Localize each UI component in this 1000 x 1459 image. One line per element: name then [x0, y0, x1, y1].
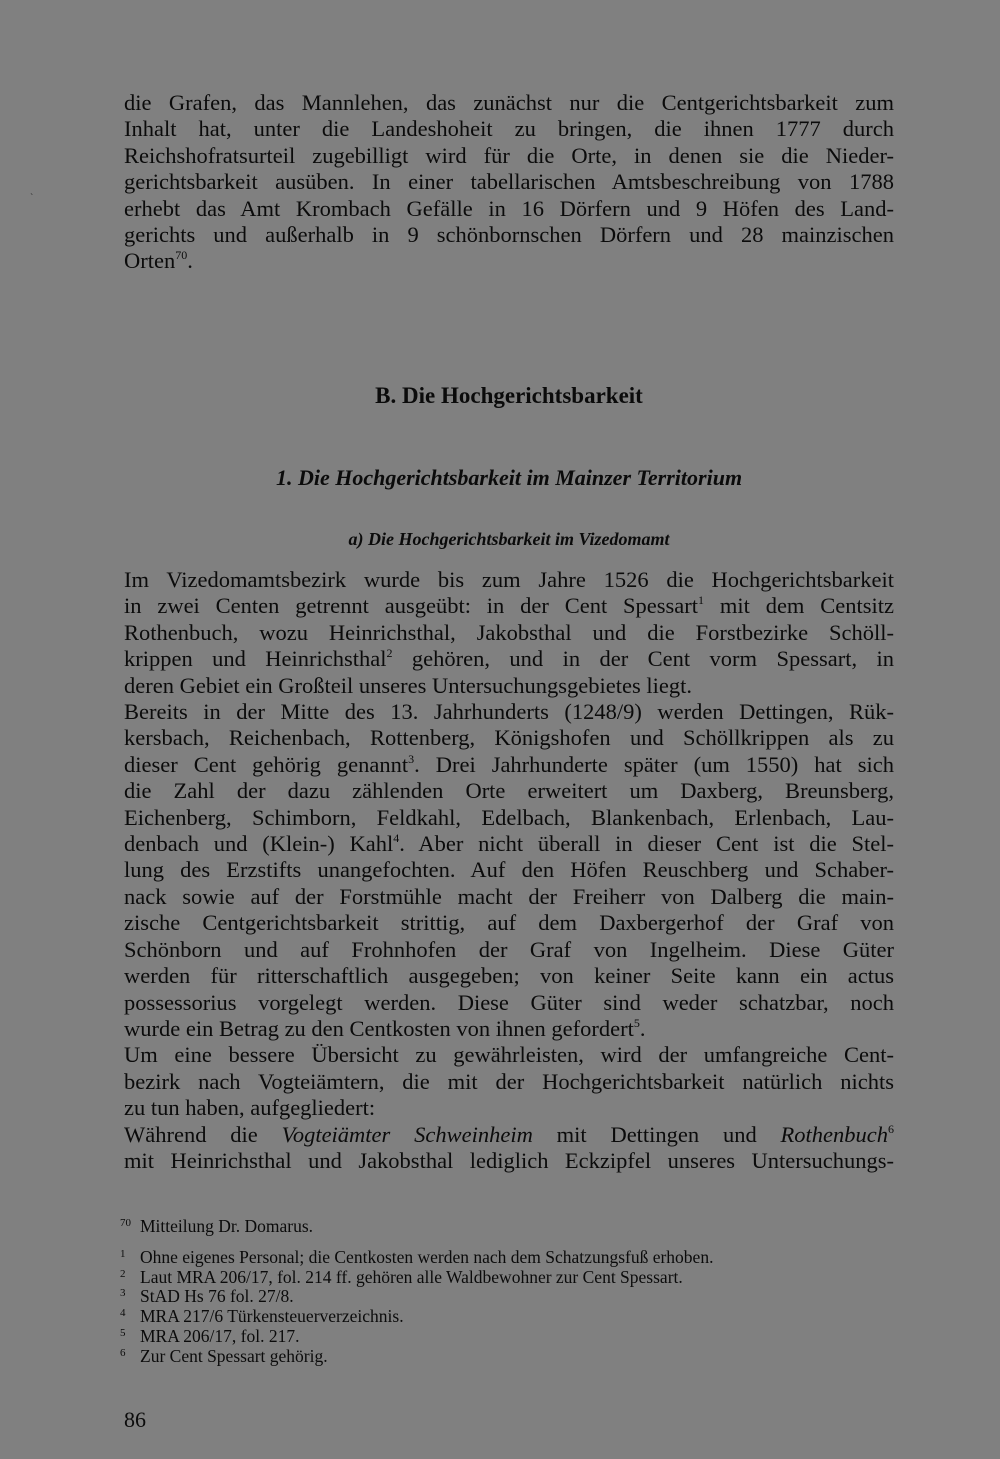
footnote-ref: 3: [408, 751, 415, 766]
footnote-ref: 4: [393, 831, 400, 846]
text-line: dieser Cent gehörig genannt$^3$. Drei Jahrhunderte später (um 1550) hat sich: [124, 751, 894, 777]
text-line: werden für ritterschaftlich ausgegeben; von keiner Seite kann ein actus: [124, 963, 894, 989]
footnote-text: MRA 217/6 Türkensteuerverzeichnis.: [140, 1306, 404, 1327]
subsection-heading: 1. Die Hochgerichtsbarkeit im Mainzer Territorium: [275, 465, 743, 490]
footnote: 5 MRA 206/17, fol. 217.: [120, 1325, 300, 1346]
text-line: lung des Erzstifts unangefochten. Auf den Höfen Reuschberg und Schaber-: [124, 857, 894, 883]
footnote-text: Zur Cent Spessart gehörig.: [140, 1345, 328, 1366]
text-line: zu tun haben, aufgegliedert:: [124, 1095, 376, 1121]
text-line: nack sowie auf der Forstmühle macht der Freiherr von Dalberg die main-: [124, 883, 894, 909]
footnote-text: Laut MRA 206/17, fol. 214 ff. gehören alle Waldbewohner zur Cent Spessart.: [140, 1266, 683, 1287]
text-line: Reichshofratsurteil zugebilligt wird für die Orte, in denen sie die Nieder-: [124, 142, 894, 168]
text-line: Bereits in der Mitte des 13. Jahrhunderts (1248/9) werden Dettingen, Rük-: [124, 699, 894, 725]
text-line: mit Heinrichsthal und Jakobsthal lediglich Eckzipfel unseres Untersuchungs-: [124, 1147, 894, 1173]
text-line: die Grafen, das Mannlehen, das zunächst nur die Centgerichtsbarkeit zum: [124, 90, 894, 115]
footnote-ref: 1: [698, 593, 705, 608]
section-heading: B. Die Hochgerichtsbarkeit: [375, 383, 643, 408]
text-line: possessorius vorgelegt werden. Diese Güter sind weder schatzbar, noch: [124, 989, 894, 1015]
carryover-paragraph: [124, 90, 894, 275]
text-line: zische Centgerichtsbarkeit strittig, auf dem Daxbergerhof der Graf von: [124, 910, 894, 936]
text-line: Im Vizedomamtsbezirk wurde bis zum Jahre 1526 die Hochgerichtsbarkeit: [124, 567, 894, 592]
text-line: in zwei Centen getrennt ausgeübt: in der Cent Spessart$^1$ mit dem Centsitz: [124, 593, 895, 619]
text-line: denbach und (Klein-) Kahl$^4$. Aber nicht überall in dieser Cent ist die Stel-: [124, 831, 895, 857]
text-line: kersbach, Reichenbach, Rottenberg, Königshofen und Schöllkrippen als zu: [124, 725, 894, 751]
text-line: Um eine bessere Übersicht zu gewährleisten, wird der umfangreiche Cent-: [124, 1042, 894, 1068]
footnote-text: Ohne eigenes Personal; die Centkosten werden nach dem Schatzungsfuß erhoben.: [140, 1246, 714, 1267]
text-line: Eichenberg, Schimborn, Feldkahl, Edelbach, Blankenbach, Erlenbach, Lau-: [124, 804, 894, 830]
text-line: bezirk nach Vogteiämtern, die mit der Hochgerichtsbarkeit natürlich nichts: [124, 1068, 894, 1094]
footnote: 1 Ohne eigenes Personal; die Centkosten werden nach dem Schatzungsfuß erhoben.: [120, 1246, 714, 1267]
text-line: gerichts und außerhalb in 9 schönbornschen Dörfern und 28 mainzischen: [124, 222, 894, 248]
footnote-text: Mitteilung Dr. Domarus.: [140, 1216, 314, 1236]
text-line: Schönborn und auf Frohnhofen der Graf von Ingelheim. Diese Güter: [124, 936, 894, 962]
footnotes: [120, 1217, 900, 1367]
footnote: 6 Zur Cent Spessart gehörig.: [120, 1345, 328, 1366]
text-line: Inhalt hat, unter die Landeshoheit zu bringen, die ihnen 1777 durch: [124, 116, 894, 142]
text-line: Orten$^{70}$.: [124, 248, 193, 274]
text-line: deren Gebiet ein Großteil unseres Untersuchungsgebietes liegt.: [124, 672, 692, 698]
footnote: 3 StAD Hs 76 fol. 27/8.: [120, 1286, 294, 1307]
main-text: [124, 567, 894, 1174]
footnote-text: StAD Hs 76 fol. 27/8.: [140, 1286, 294, 1307]
footnote-ref: 5: [633, 1015, 640, 1030]
text-line: die Zahl der dazu zählenden Orte erweitert um Daxberg, Breunsberg,: [124, 778, 894, 804]
footnote: 2 Laut MRA 206/17, fol. 214 ff. gehören alle Waldbewohner zur Cent Spessart.: [120, 1266, 683, 1287]
footnote: 4 MRA 217/6 Türkensteuerverzeichnis.: [120, 1306, 404, 1327]
footnote-ref: 6: [888, 1121, 894, 1136]
page-number: 86: [124, 1407, 146, 1432]
text-line: erhebt das Amt Krombach Gefälle in 16 Dörfern und 9 Höfen des Land-: [124, 195, 894, 221]
text-line: Rothenbuch, wozu Heinrichsthal, Jakobsthal und die Forstbezirke Schöll-: [124, 619, 894, 645]
text-line: Während die Vogteiämter Schweinheim mit Dettingen und Rothenbuch$^6$: [124, 1121, 894, 1147]
text-line: krippen und Heinrichsthal$^2$ gehören, und in der Cent vorm Spessart, in: [124, 646, 894, 672]
text-line: wurde ein Betrag zu den Centkosten von ihnen gefordert$^5$.: [124, 1015, 646, 1041]
scan-speck: `: [30, 193, 34, 204]
footnote-ref: 70: [175, 248, 188, 263]
footnote-text: MRA 206/17, fol. 217.: [140, 1325, 300, 1346]
sub-subsection-heading: a) Die Hochgerichtsbarkeit im Vizedomamt: [348, 529, 670, 549]
text-line: gerichtsbarkeit ausüben. In einer tabellarischen Amtsbeschreibung von 1788: [124, 169, 894, 195]
footnote-ref: 2: [386, 646, 393, 661]
footnote: 70 Mitteilung Dr. Domarus.: [120, 1216, 314, 1236]
